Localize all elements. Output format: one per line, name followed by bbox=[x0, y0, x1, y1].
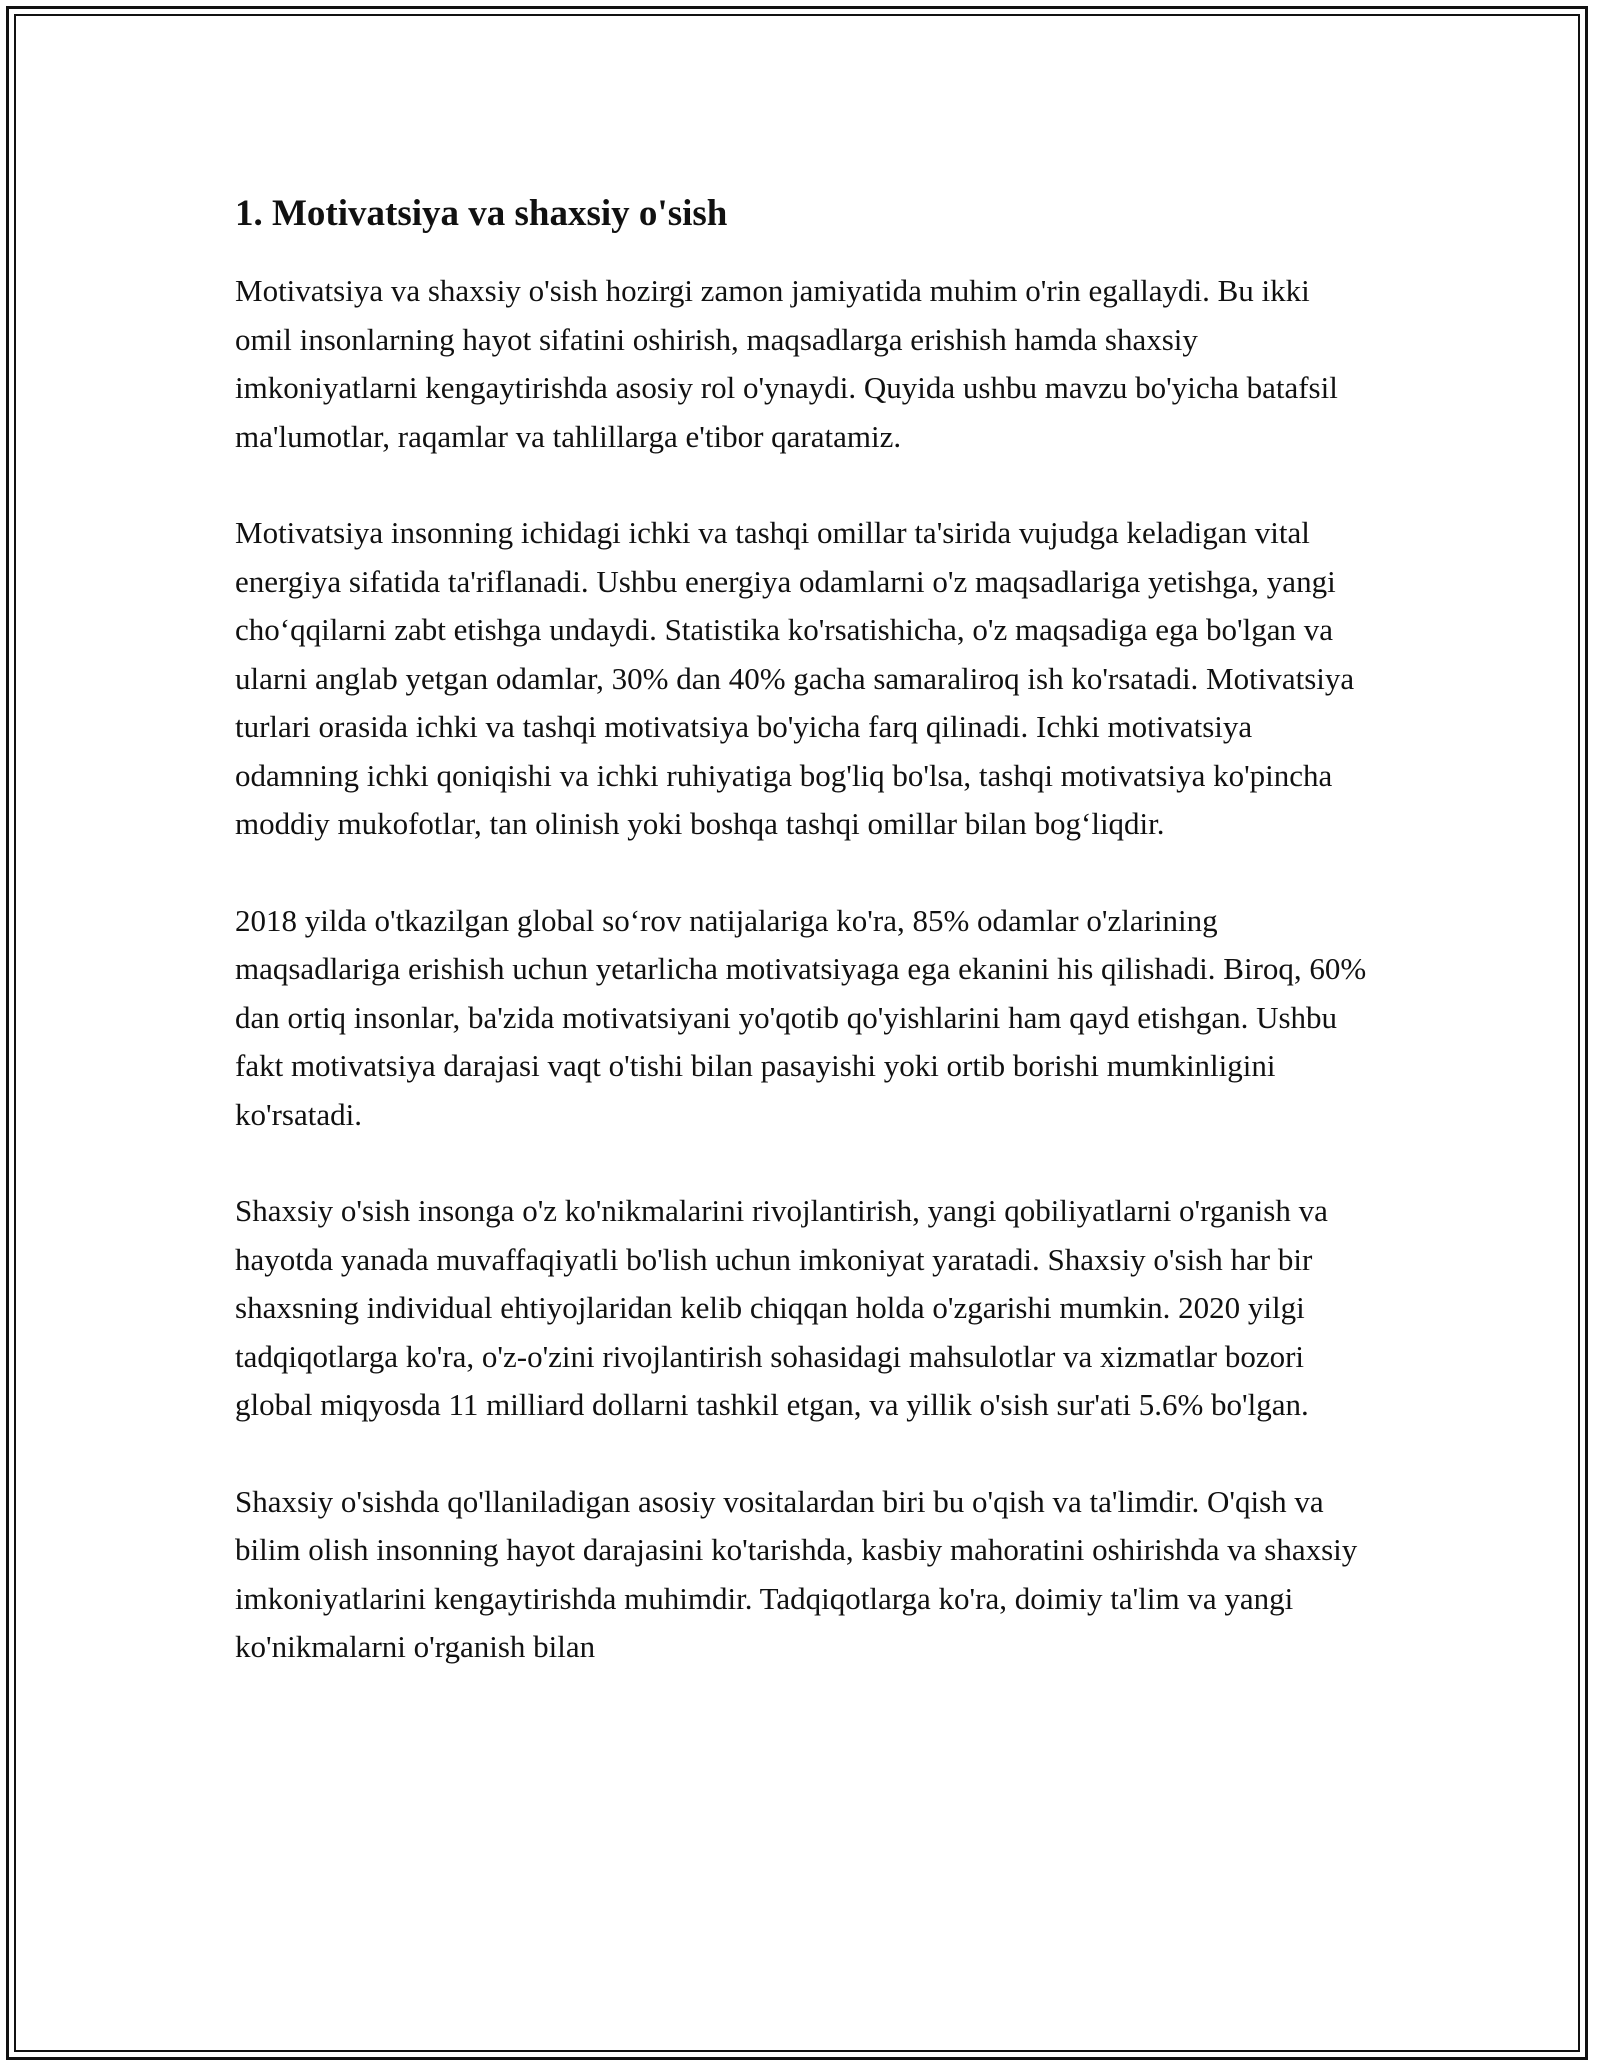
paragraph-motivation-definition: Motivatsiya insonning ichidagi ichki va tashqi omillar ta'sirida vujudga keladigan vital energiya sifatida ta'riflanadi. Ushbu energiya odamlarni o'z maqsadlariga yetishga, yangi cho‘qqilarni zabt etishga undaydi. Statistika ko'rsatishicha, o'z maqsadiga ega bo'lgan va ularni anglab yetgan odamlar, 30% dan 40% gacha samaraliroq ish ko'rsatadi. Motivatsiya turlari orasida ichki va tashqi motivatsiya bo'yicha farq qilinadi. Ichki motivatsiya odamning ichki qoniqishi va ichki ruhiyatiga bog'liq bo'lsa, tashqi motivatsiya ko'pincha moddiy mukofotlar, tan olinish yoki boshqa tashqi omillar bilan bog‘liqdir. bbox=[235, 515, 1355, 841]
paragraph-intro: Motivatsiya va shaxsiy o'sish hozirgi zamon jamiyatida muhim o'rin egallaydi. Bu ikki omil insonlarning hayot sifatini oshirish, maqsadlarga erishish hamda shaxsiy imkoniyatlarni kengaytirishda asosiy rol o'ynaydi. Quyida ushbu mavzu bo'yicha batafsil ma'lumotlar, raqamlar va tahlillarga e'tibor qaratamiz. bbox=[235, 273, 1338, 454]
paragraph-survey-2018: 2018 yilda o'tkazilgan global so‘rov natijalariga ko'ra, 85% odamlar o'zlarining maqsadlariga erishish uchun yetarlicha motivatsiyaga ega ekanini his qilishadi. Biroq, 60% dan ortiq insonlar, ba'zida motivatsiyani yo'qotib qo'yishlarini ham qayd etishgan. Ushbu fakt motivatsiya darajasi vaqt o'tishi bilan pasayishi yoki ortib borishi mumkinligini ko'rsatadi. bbox=[235, 902, 1367, 1132]
section-heading: 1. Motivatsiya va shaxsiy o'sish bbox=[235, 193, 728, 234]
paragraph-education: Shaxsiy o'sishda qo'llaniladigan asosiy vositalardan biri bu o'qish va ta'limdir. O'qish va bilim olish insonning hayot darajasini ko'tarishda, kasbiy mahoratini oshirishda va shaxsiy imkoniyatlarini kengaytirishda muhimdir. Tadqiqotlarga ko'ra, doimiy ta'lim va yangi ko'nikmalarni o'rganish bilan bbox=[235, 1483, 1358, 1664]
document-body bbox=[235, 185, 1370, 1720]
paragraph-personal-growth: Shaxsiy o'sish insonga o'z ko'nikmalarini rivojlantirish, yangi qobiliyatlarni o'rganish va hayotda yanada muvaffaqiyatli bo'lish uchun imkoniyat yaratadi. Shaxsiy o'sish har bir shaxsning individual ehtiyojlaridan kelib chiqqan holda o'zgarishi mumkin. 2020 yilgi tadqiqotlarga ko'ra, o'z-o'zini rivojlantirish sohasidagi mahsulotlar va xizmatlar bozori global miqyosda 11 milliard dollarni tashkil etgan, va yillik o'sish sur'ati 5.6% bo'lgan. bbox=[235, 1193, 1328, 1422]
